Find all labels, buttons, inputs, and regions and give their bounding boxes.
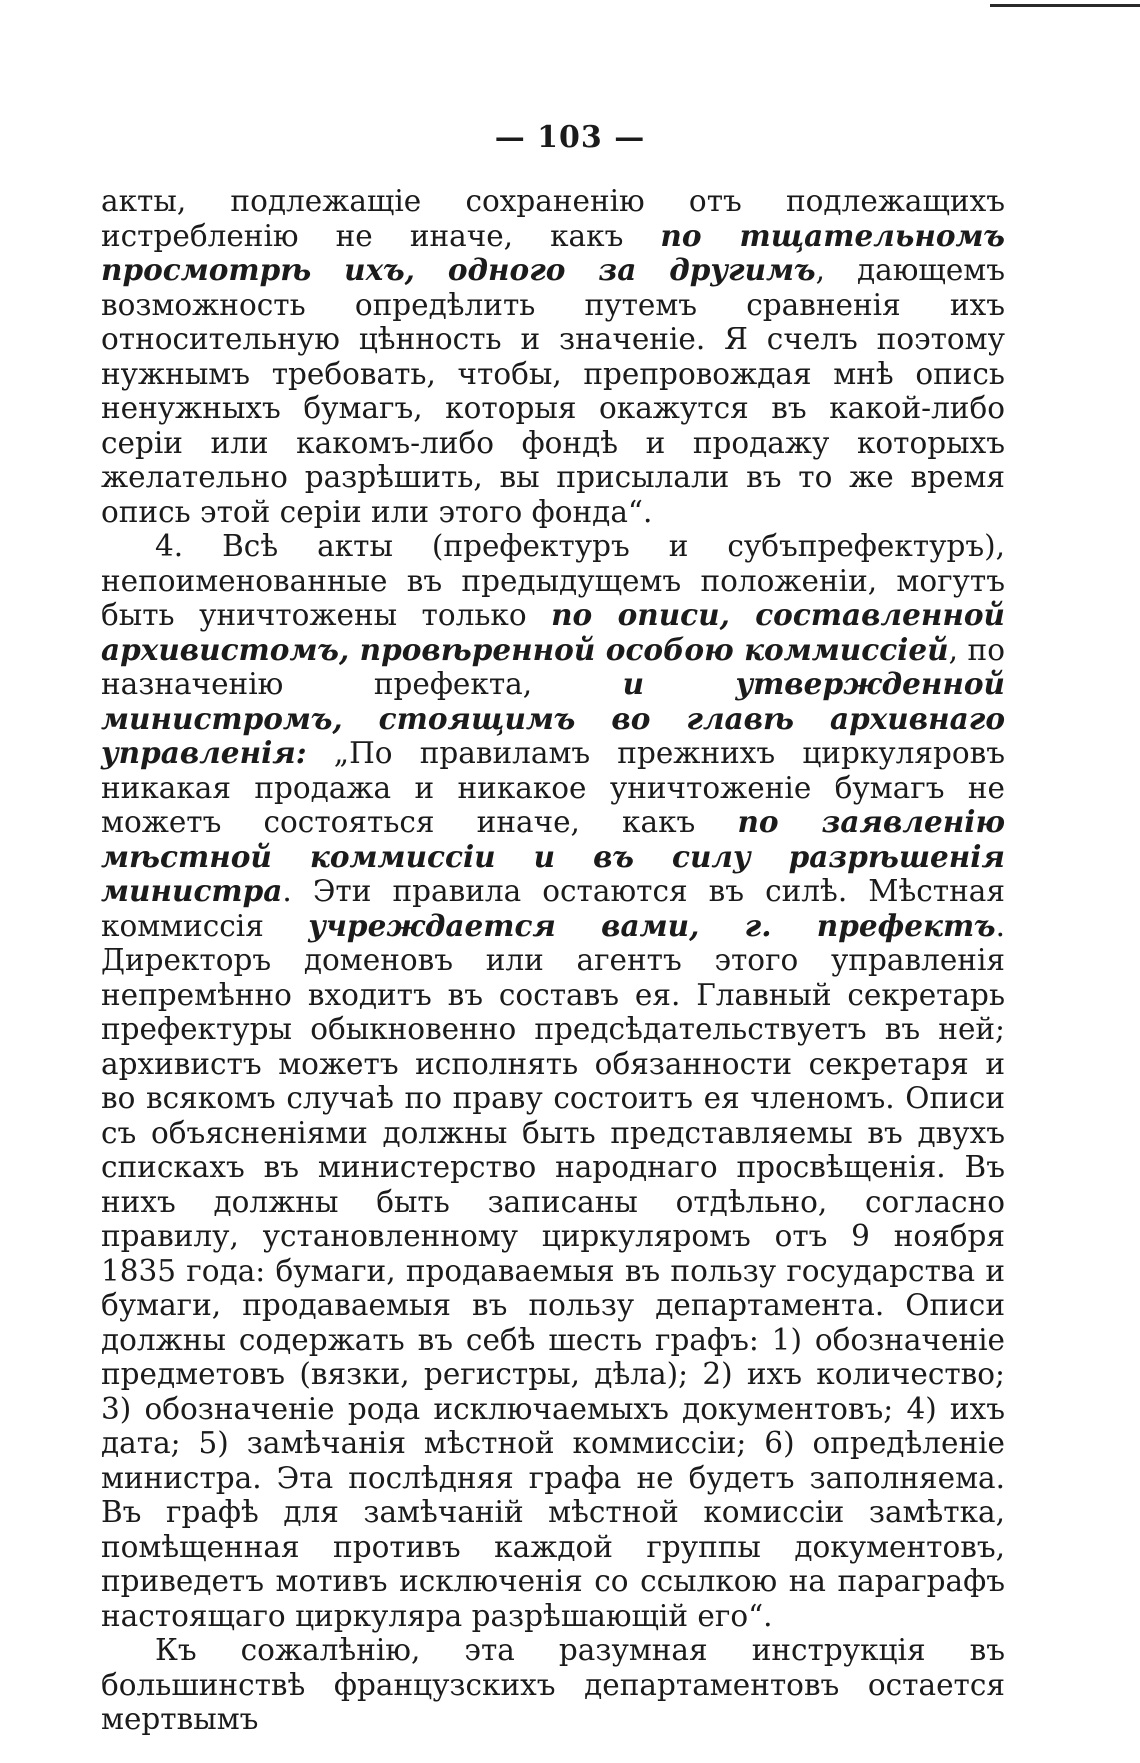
- text-run: , дающемъ возможность опредѣлить путемъ сравненія ихъ относительную цѣнность и значеніе. Я счелъ поэтому нужнымъ требовать, чтобы, препровождая мнѣ опись ненужныхъ бумагъ, которыя окажутся въ какой-либо серіи или какомъ-либо фондѣ и продажу которыхъ желательно разрѣшить, вы присылали въ то же время опись этой серіи или этого фонда“.: [101, 253, 1005, 529]
- text-run: . Директоръ доменовъ или агентъ этого управленія непремѣнно входитъ въ составъ ея. Главный секретарь префектуры обыкновенно предсѣдательствуетъ въ ней; архивистъ можетъ исполнять обязанности секретаря и во всякомъ случаѣ по праву состоитъ ея членомъ. Описи съ объясненіями должны быть представляемы въ двухъ спискахъ въ министерство народнаго просвѣщенія. Въ нихъ должны быть записаны отдѣльно, согласно правилу, установленному циркуляромъ отъ 9 ноября 1835 года: бумаги, продаваемыя въ пользу государства и бумаги, продаваемыя въ пользу департамента. Описи должны содержать въ себѣ шесть графъ: 1) обозначеніе предметовъ (вязки, регистры, дѣла); 2) ихъ количество; 3) обозначеніе рода исключаемыхъ документовъ; 4) ихъ дата; 5) замѣчанія мѣстной коммиссіи; 6) опредѣленіе министра. Эта послѣдняя графа не будетъ заполняема. Въ графѣ для замѣчаній мѣстной комиссіи замѣтка, помѣщенная противъ каждой группы документовъ, приведетъ мотивъ исключенія со ссылкою на параграфъ настоящаго циркуляра разрѣшающій его“.: [101, 908, 1006, 1633]
- emphasis-run: по заявленію мѣстной коммиссіи и въ силу разрѣшенія министра: [101, 804, 1006, 908]
- paragraph-2: [101, 529, 1005, 1633]
- body-text: [101, 184, 1005, 1737]
- text-run: „По правиламъ прежнихъ циркуляровъ никакая продажа и никакое уничтоженіе бумагъ не можетъ состояться иначе, какъ: [101, 736, 1005, 839]
- text-run: , по назначенію префекта,: [101, 632, 1005, 701]
- paragraph-1: [101, 184, 1005, 529]
- emphasis-run: и утвержденной министромъ, стоящимъ во главѣ архивнаго управленія:: [101, 666, 1006, 770]
- emphasis-run: по описи, составленной архивистомъ, провѣренной особою коммиссіей: [101, 597, 1006, 667]
- page-number: — 103 —: [494, 120, 646, 155]
- text-run: . Эти правила остаются въ силѣ. Мѣстная коммиссія: [101, 874, 1005, 943]
- text-run: акты, подлежащіе сохраненію отъ подлежащихъ истребленію не иначе, какъ: [101, 184, 1005, 253]
- emphasis-run: по тщательномъ просмотрѣ ихъ, одного за другимъ: [101, 217, 1005, 287]
- top-edge-rule: [990, 4, 1140, 7]
- emphasis-run: учреждается вами, г. префектъ: [308, 907, 996, 943]
- paragraph-3: [101, 1633, 1005, 1737]
- text-run: 4. Всѣ акты (префектуръ и субъпрефектуръ), непоименованные въ предыдущемъ положеніи, могутъ быть уничтожены только: [101, 529, 1005, 632]
- text-run: Къ сожалѣнію, эта разумная инструкція въ большинствѣ французскихъ департаментовъ остается мертвымъ: [101, 1633, 1005, 1736]
